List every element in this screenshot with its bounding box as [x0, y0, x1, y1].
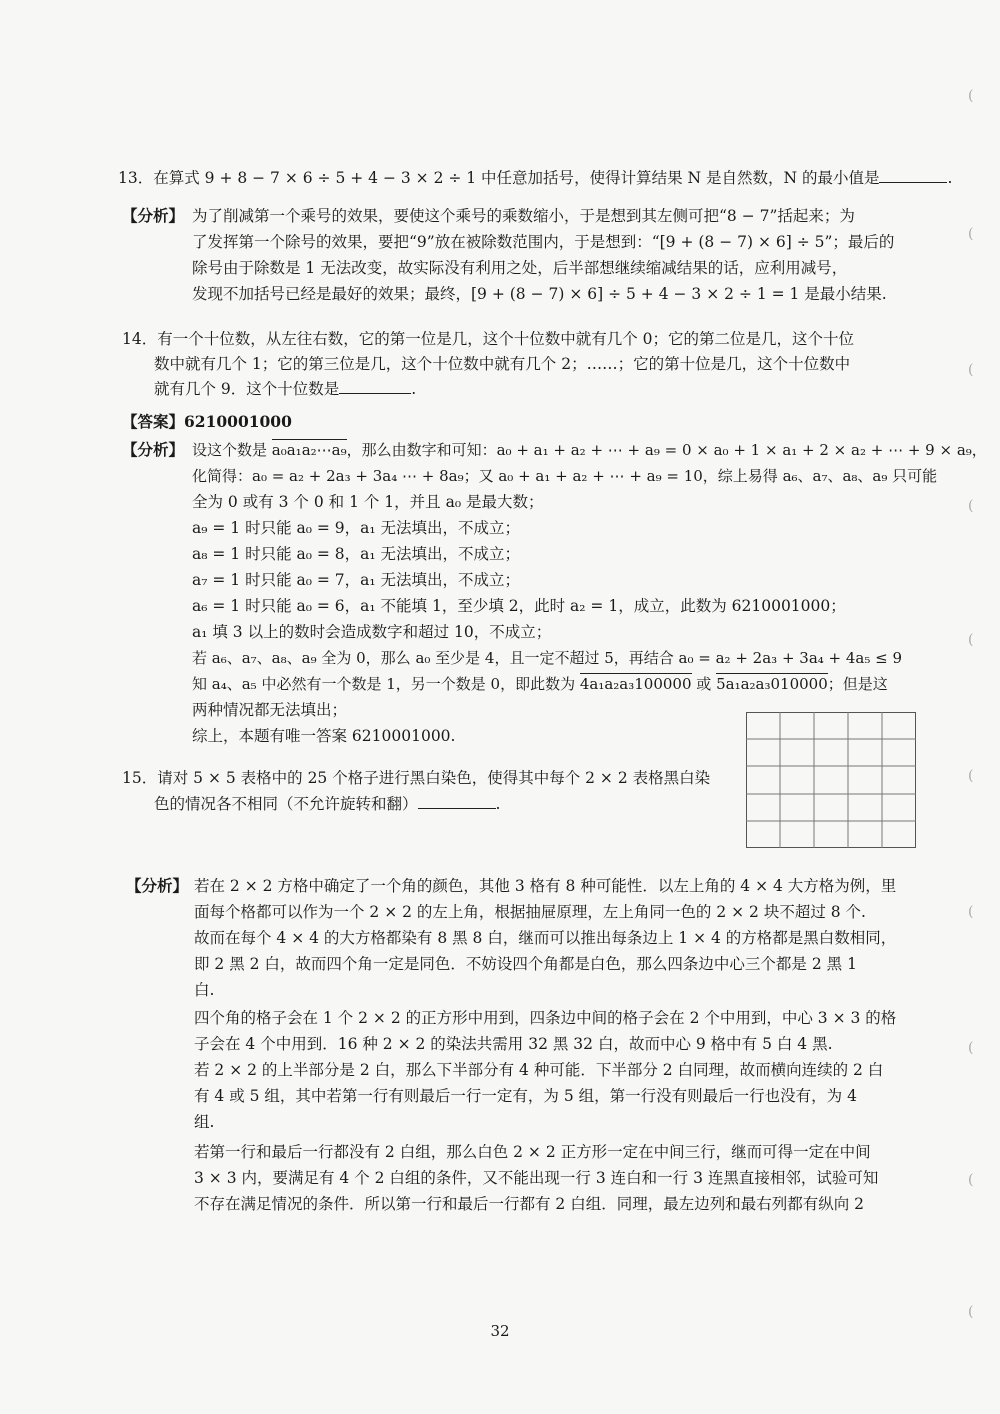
analysis-line: 若 a₆、a₇、a₈、a₉ 全为 0，那么 a₀ 至少是 4，且一定不超过 5，再结合 a₀ = a₂ + 2a₃ + 3a₄ + 4a₅ ≤ 9: [192, 649, 903, 667]
overlined-number: a₀a₁a₂⋯a₉: [271, 441, 347, 459]
problem-13-question: [118, 166, 952, 190]
binder-hole-mark: (: [968, 362, 974, 378]
binder-holes: [968, 0, 988, 1414]
answer-blank[interactable]: [879, 168, 947, 183]
binder-hole-mark: (: [968, 904, 974, 920]
problem-15-question-line: [154, 792, 500, 816]
analysis-line: 故而在每个 4 × 4 的大方格都染有 8 黑 8 白，继而可以推出每条边上 1 × 4 的方格都是黑白数相同，: [194, 929, 897, 947]
analysis-line: a₉ = 1 时只能 a₀ = 9，a₁ 无法填出，不成立；: [192, 519, 521, 537]
analysis-line: [192, 672, 888, 696]
analysis-line: 不存在满足情况的条件．所以第一行和最后一行都有 2 白组．同理，最左边列和最右列都有纵向 2: [194, 1195, 865, 1213]
analysis-tag: 【分析】: [122, 440, 185, 459]
problem-14-question-line: 14．有一个十位数，从左往右数，它的第一位是几，这个十位数中就有几个 0；它的第二位是几，这个十位: [122, 330, 855, 348]
page-number: 32: [490, 1322, 510, 1340]
analysis-line: 若 2 × 2 的上半部分是 2 白，那么下半部分有 4 种可能．下半部分 2 白同理，故而横向连续的 2 白: [194, 1061, 884, 1079]
analysis-line: 四个角的格子会在 1 个 2 × 2 的正方形中用到，四条边中间的格子会在 2 个中用到，中心 3 × 3 的格: [194, 1009, 897, 1027]
analysis-line: 有 4 或 5 组，其中若第一行有则最后一行一定有，为 5 组，第一行没有则最后一行也没有，为 4: [194, 1087, 857, 1105]
analysis-line: 全为 0 或有 3 个 0 和 1 个 1，并且 a₀ 是最大数；: [192, 493, 544, 511]
analysis-line: a₇ = 1 时只能 a₀ = 7，a₁ 无法填出，不成立；: [192, 571, 521, 589]
blank-end: .: [947, 169, 953, 187]
binder-hole-mark: (: [968, 226, 974, 242]
answer-value: 6210001000: [184, 412, 292, 431]
analysis-text: 或: [691, 675, 717, 693]
blank-end: .: [495, 795, 501, 813]
binder-hole-mark: (: [968, 1304, 974, 1320]
analysis-tag: 【分析】: [122, 206, 185, 225]
problem-14-text: 就有几个 9．这个十位数是: [154, 380, 340, 398]
analysis-line: 若第一行和最后一行都没有 2 白组，那么白色 2 × 2 正方形一定在中间三行，继而可得一定在中间: [194, 1143, 871, 1161]
analysis-line: a₈ = 1 时只能 a₀ = 8，a₁ 无法填出，不成立；: [192, 545, 521, 563]
binder-hole-mark: (: [968, 498, 974, 514]
analysis-line: 了发挥第一个除号的效果，要把“9”放在被除数范围内，于是想到：“[9 + (8 − 7) × 6] ÷ 5”；最后的: [192, 233, 895, 251]
overlined-number: 5a₁a₂a₃010000: [716, 675, 828, 693]
analysis-text: ，那么由数字和可知：a₀ + a₁ + a₂ + ⋯ + a₉ = 0 × a₀ + 1 × a₁ + 2 × a₂ + ⋯ + 9 × a₉，: [346, 441, 987, 459]
analysis-line: a₆ = 1 时只能 a₀ = 6，a₁ 不能填 1，至少填 2，此时 a₂ = 1，成立，此数为 6210001000；: [192, 597, 846, 615]
analysis-line: 为了削减第一个乘号的效果，要使这个乘号的乘数缩小，于是想到其左侧可把“8 − 7”括起来；为: [192, 207, 855, 225]
analysis-line: a₁ 填 3 以上的数时会造成数字和超过 10，不成立；: [192, 623, 552, 641]
analysis-line: 面每个格都可以作为一个 2 × 2 的左上角，根据抽屉原理，左上角同一色的 2 × 2 块不超过 8 个.: [194, 903, 866, 921]
analysis-line: 白.: [194, 981, 215, 999]
answer-tag: 【答案】: [122, 412, 185, 431]
answer-blank[interactable]: [339, 379, 411, 394]
problem-15-text: 色的情况各不相同（不允许旋转和翻）: [154, 795, 418, 813]
problem-15-question-line: 15．请对 5 × 5 表格中的 25 个格子进行黑白染色，使得其中每个 2 × 2 表格黑白染: [122, 769, 711, 787]
five-by-five-grid: [746, 712, 916, 848]
analysis-line: [192, 438, 987, 462]
answer-row: [122, 410, 292, 434]
analysis-line: 即 2 黑 2 白，故而四个角一定是同色．不妨设四个角都是白色，那么四条边中心三个都是 2 黑 1: [194, 955, 857, 973]
binder-hole-mark: (: [968, 768, 974, 784]
analysis-line: 综上，本题有唯一答案 6210001000.: [192, 727, 456, 745]
analysis-text: 设这个数是: [192, 441, 272, 459]
analysis-tag: 【分析】: [126, 876, 189, 895]
analysis-line: 化简得：a₀ = a₂ + 2a₃ + 3a₄ ⋯ + 8a₉；又 a₀ + a₁ + a₂ + ⋯ + a₉ = 10，综上易得 a₆、a₇、a₈、a₉ 只可能: [192, 467, 938, 485]
analysis-line: 除号由于除数是 1 无法改变，故实际没有利用之处，后半部想继续缩减结果的话，应利用减号，: [192, 259, 848, 277]
binder-hole-mark: (: [968, 1040, 974, 1056]
analysis-line: 若在 2 × 2 方格中确定了一个角的颜色，其他 3 格有 8 种可能性．以左上角的 4 × 4 大方格为例，里: [194, 877, 897, 895]
answer-blank[interactable]: [418, 794, 496, 809]
problem-13-text: 13．在算式 9 + 8 − 7 × 6 ÷ 5 + 4 − 3 × 2 ÷ 1 中任意加括号，使得计算结果 N 是自然数，N 的最小值是: [118, 169, 880, 187]
overlined-number: 4a₁a₂a₃100000: [579, 675, 692, 693]
binder-hole-mark: (: [968, 1172, 974, 1188]
analysis-text: ；但是这: [827, 675, 888, 693]
binder-hole-mark: (: [968, 632, 974, 648]
problem-14-question-line: 数中就有几个 1；它的第三位是几，这个十位数中就有几个 2；……；它的第十位是几，这个十位数中: [154, 355, 851, 373]
problem-14-question-line: [154, 377, 416, 401]
blank-end: .: [411, 380, 417, 398]
grid-border: [747, 713, 916, 848]
analysis-line: 发现不加括号已经是最好的效果；最终，[9 + (8 − 7) × 6] ÷ 5 + 4 − 3 × 2 ÷ 1 = 1 是最小结果.: [192, 285, 887, 303]
analysis-text: 知 a₄、a₅ 中必然有一个数是 1，另一个数是 0，即此数为: [192, 675, 580, 693]
analysis-line: 组.: [194, 1113, 215, 1131]
analysis-line: 两种情况都无法填出；: [192, 701, 348, 719]
binder-hole-mark: (: [968, 88, 974, 104]
analysis-line: 子会在 4 个中用到．16 种 2 × 2 的染法共需用 32 黑 32 白，故而中心 9 格中有 5 白 4 黑.: [194, 1035, 833, 1053]
analysis-line: 3 × 3 内，要满足有 4 个 2 白组的条件，又不能出现一行 3 连白和一行 3 连黑直接相邻，试验可知: [194, 1169, 879, 1187]
